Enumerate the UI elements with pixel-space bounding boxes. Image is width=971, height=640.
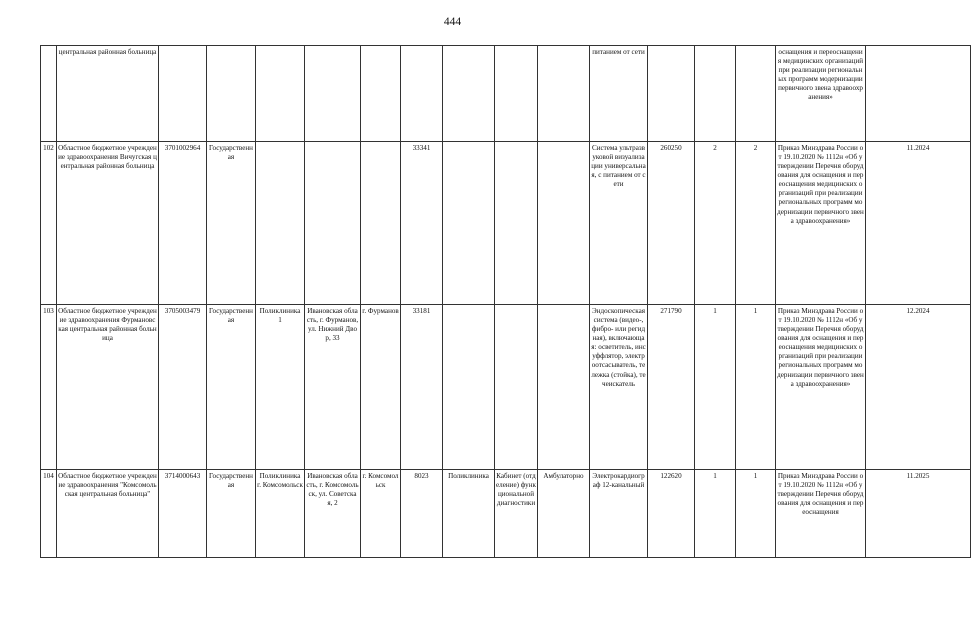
table-row (41, 142, 971, 305)
unit-cell: Поликлиника г. Комсомольск (256, 470, 305, 558)
department-cell (495, 46, 538, 142)
unit-cell: Поликлиника 1 (256, 305, 305, 470)
ownership-cell: Государственная (207, 470, 256, 558)
equipment-cell: Электрокардиограф 12-канальный (590, 470, 648, 558)
unit-cell (256, 46, 305, 142)
address-cell (305, 46, 361, 142)
quantity-cell (736, 46, 776, 142)
ownership-cell: Государственная (207, 142, 256, 305)
organization-cell: Областное бюджетное учреждение здравоохранения Фурмановская центральная районная больница (57, 305, 159, 470)
ownership-cell: Государственная (207, 305, 256, 470)
row-number-cell: 103 (41, 305, 57, 470)
date-cell: 12.2024 (866, 305, 971, 470)
date-cell: 11.2024 (866, 142, 971, 305)
city-cell: г. Комсомольск (361, 470, 401, 558)
quantity-cell: 1 (695, 305, 736, 470)
facility-type-cell (443, 142, 495, 305)
table-row (41, 46, 971, 142)
legal-basis-cell: Приказ Минздрава России от 19.10.2020 № 1112н «Об утверждении Перечня оборудования для оснащения и переоснащения медицинских организаций при реализации региональных программ модернизации первичного звена здравоохранения» (776, 305, 866, 470)
city-cell (361, 46, 401, 142)
care-condition-cell (538, 142, 590, 305)
organization-cell: Областное бюджетное учреждение здравоохранения Вичугская центральная районная больница (57, 142, 159, 305)
city-cell (361, 142, 401, 305)
table-row (41, 305, 971, 470)
equipment-cell: питанием от сети (590, 46, 648, 142)
address-cell (305, 142, 361, 305)
facility-type-cell (443, 305, 495, 470)
oktmo-cell: 33341 (401, 142, 443, 305)
equipment-cell: Система ультразвуковой визуализации универсальная, с питанием от сети (590, 142, 648, 305)
department-cell (495, 305, 538, 470)
equipment-register-table (40, 45, 971, 558)
price-cell: 122620 (648, 470, 695, 558)
organization-cell: Областное бюджетное учреждение здравоохранения "Комсомольская центральная больница" (57, 470, 159, 558)
organization-cell: центральная районная больница (57, 46, 159, 142)
price-cell (648, 46, 695, 142)
quantity-cell: 2 (736, 142, 776, 305)
row-number-cell: 104 (41, 470, 57, 558)
code-cell (159, 46, 207, 142)
quantity-cell: 2 (695, 142, 736, 305)
quantity-cell: 1 (736, 305, 776, 470)
quantity-cell: 1 (736, 470, 776, 558)
oktmo-cell: 8023 (401, 470, 443, 558)
row-number-cell (41, 46, 57, 142)
code-cell: 3705003479 (159, 305, 207, 470)
city-cell: г. Фурманов (361, 305, 401, 470)
department-cell (495, 142, 538, 305)
department-cell: Кабинет (отделение) функциональной диагностики (495, 470, 538, 558)
price-cell: 260250 (648, 142, 695, 305)
date-cell (866, 46, 971, 142)
address-cell: Ивановская область, г. Комсомольск, ул. Советская, 2 (305, 470, 361, 558)
code-cell: 3714000643 (159, 470, 207, 558)
legal-basis-cell: Приказ Минздрава России от 19.10.2020 № 1112н «Об утверждении Перечня оборудования для оснащения и переоснащения медицинских организаций при реализации региональных программ модернизации первичного звена здравоохранения» (776, 142, 866, 305)
legal-basis-cell: оснащения и переоснащения медицинских организаций при реализации региональных программ модернизации первичного звена здравоохранения» (776, 46, 866, 142)
care-condition-cell (538, 305, 590, 470)
page-number: 444 (443, 16, 462, 28)
facility-type-cell (443, 46, 495, 142)
unit-cell (256, 142, 305, 305)
row-number-cell: 102 (41, 142, 57, 305)
quantity-cell: 1 (695, 470, 736, 558)
equipment-cell: Эндоскопическая система (видео-, фибро- или регидная), включающая: осветитель, инсуффлятор, электроотсасыватель, тележка (стойка), течеискатель (590, 305, 648, 470)
ownership-cell (207, 46, 256, 142)
oktmo-cell (401, 46, 443, 142)
quantity-cell (695, 46, 736, 142)
oktmo-cell: 33181 (401, 305, 443, 470)
address-cell: Ивановская область, г. Фурманов, ул. Нижний Двор, 33 (305, 305, 361, 470)
care-condition-cell (538, 46, 590, 142)
date-cell: 11.2025 (866, 470, 971, 558)
price-cell: 271790 (648, 305, 695, 470)
code-cell: 3701002964 (159, 142, 207, 305)
facility-type-cell: Поликлиника (443, 470, 495, 558)
care-condition-cell: Амбулаторно (538, 470, 590, 558)
table-row (41, 470, 971, 558)
legal-basis-cell: Приказ Минздрава России от 19.10.2020 № 1112н «Об утверждении Перечня оборудования для оснащения и переоснащения (776, 470, 866, 558)
